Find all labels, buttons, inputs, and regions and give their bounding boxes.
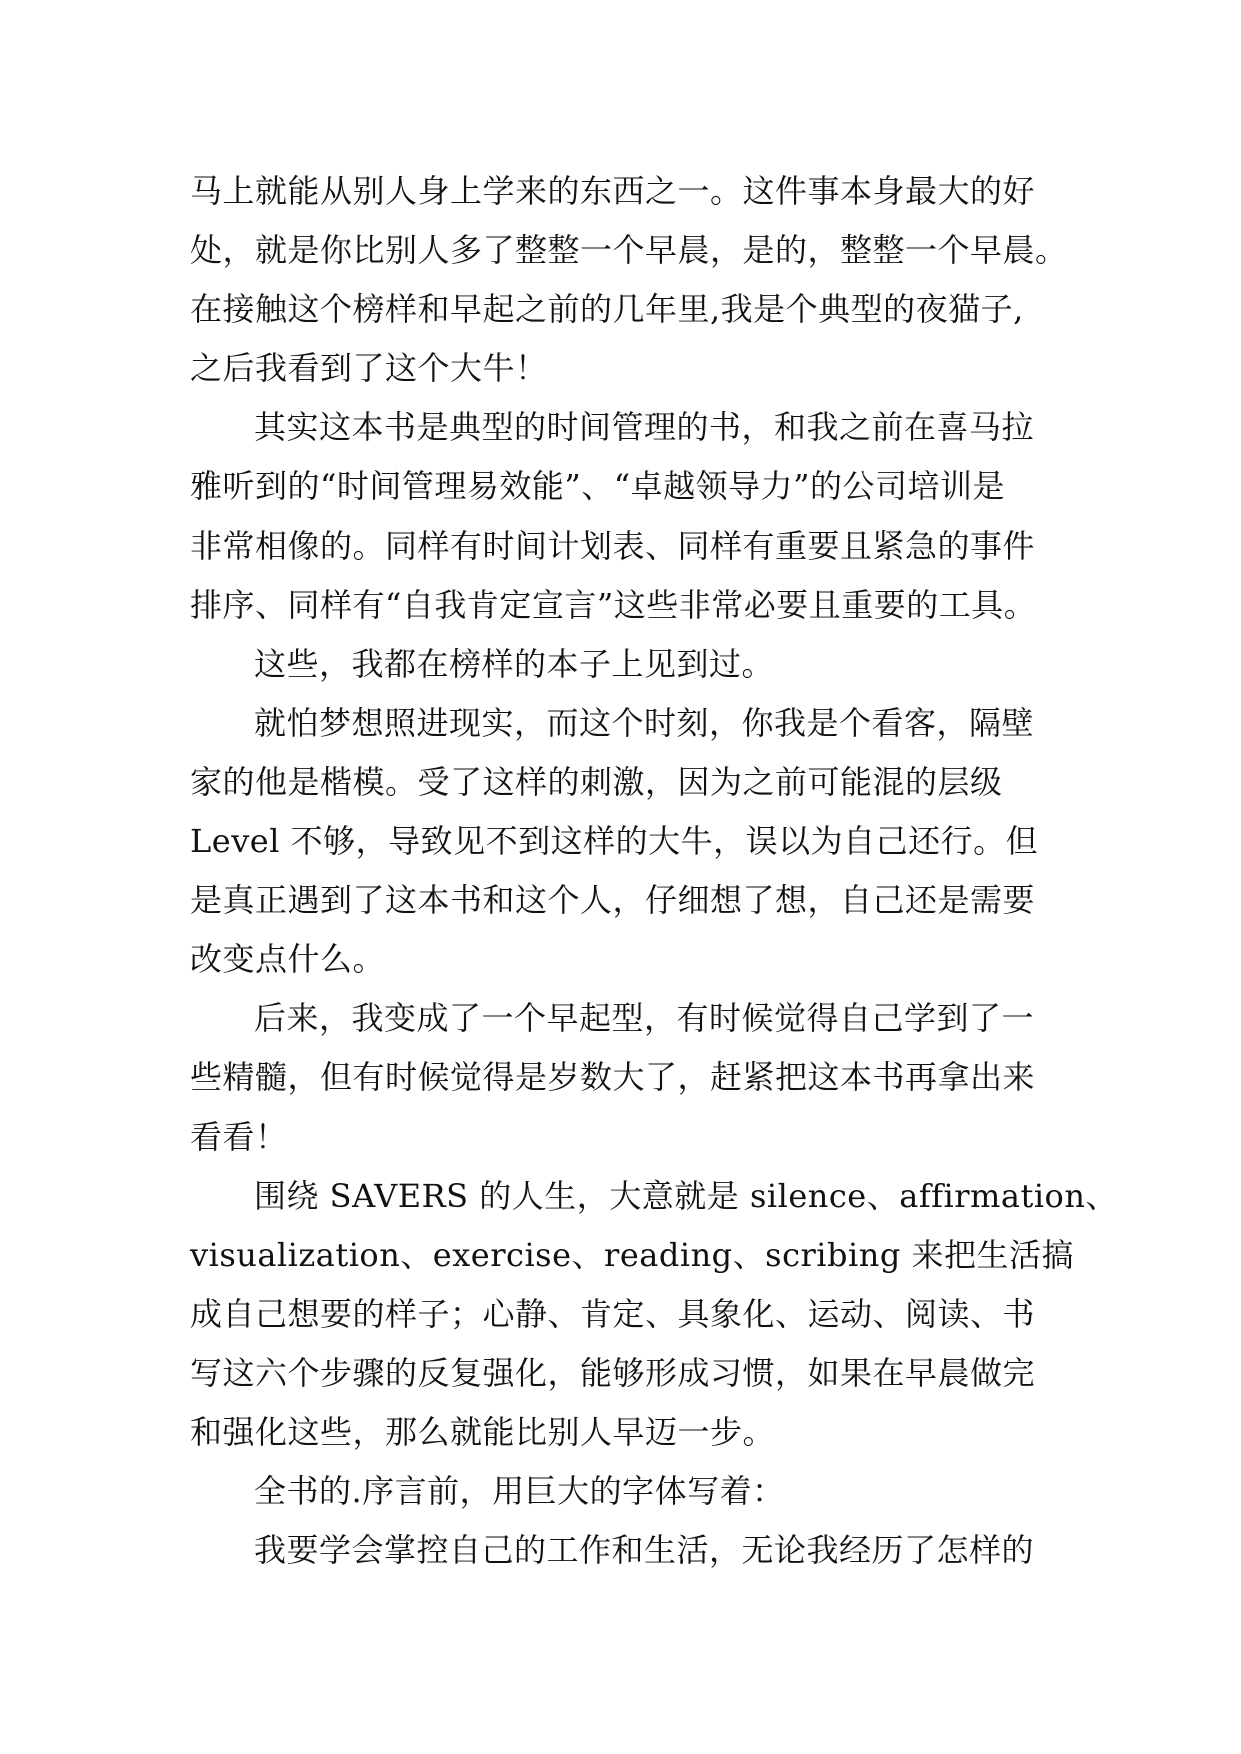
paragraph-start-line: 其实这本书是典型的时间管理的书，和我之前在喜马拉 [254, 408, 1035, 447]
paragraph-start-line: 全书的.序言前，用巨大的字体写着： [254, 1472, 785, 1511]
body-text [190, 162, 1118, 1580]
text-line: visualization、exercise、reading、scribing 来把生活搞 [190, 1235, 1075, 1274]
paragraph-start-line: 这些，我都在榜样的本子上见到过。 [254, 644, 775, 683]
paragraph-start-line: 就怕梦想照进现实，而这个时刻，你我是个看客，隔壁 [254, 703, 1035, 742]
paragraph-start-line: 我要学会掌控自己的工作和生活，无论我经历了怎样的 [254, 1531, 1035, 1570]
text-line: 马上就能从别人身上学来的东西之一。这件事本身最大的好 [190, 172, 1036, 210]
text-line: 和强化这些，那么就能比别人早迈一步。 [190, 1412, 776, 1451]
text-line: 排序、同样有“自我肯定宣言”这些非常必要且重要的工具。 [190, 585, 1037, 624]
text-line: 之后我看到了这个大牛！ [190, 349, 548, 388]
text-line: 是真正遇到了这本书和这个人，仔细想了想，自己还是需要 [190, 881, 1036, 920]
text-line: 处，就是你比别人多了整整一个早晨，是的，整整一个早晨。 [190, 231, 1068, 270]
text-line: 看看！ [190, 1117, 288, 1156]
text-line: 改变点什么。 [190, 940, 386, 979]
text-line: 雅听到的“时间管理易效能”、“卓越领导力”的公司培训是 [190, 467, 1005, 506]
text-line: 在接触这个榜样和早起之前的几年里,我是个典型的夜猫子, [190, 290, 1024, 329]
paragraph-start-line: 后来，我变成了一个早起型，有时候觉得自己学到了一 [254, 999, 1035, 1038]
text-line: 些精髓，但有时候觉得是岁数大了，赶紧把这本书再拿出来 [190, 1058, 1036, 1097]
text-line: Level 不够，导致见不到这样的大牛，误以为自己还行。但 [190, 822, 1039, 861]
paragraph-start-line: 围绕 SAVERS 的人生，大意就是 silence、affirmation、 [254, 1176, 1118, 1215]
text-line: 写这六个步骤的反复强化，能够形成习惯，如果在早晨做完 [190, 1353, 1036, 1392]
text-line: 成自己想要的样子；心静、肯定、具象化、运动、阅读、书 [190, 1294, 1036, 1333]
text-line: 家的他是楷模。受了这样的刺激，因为之前可能混的层级 [190, 762, 1003, 801]
text-line: 非常相像的。同样有时间计划表、同样有重要且紧急的事件 [190, 526, 1036, 565]
